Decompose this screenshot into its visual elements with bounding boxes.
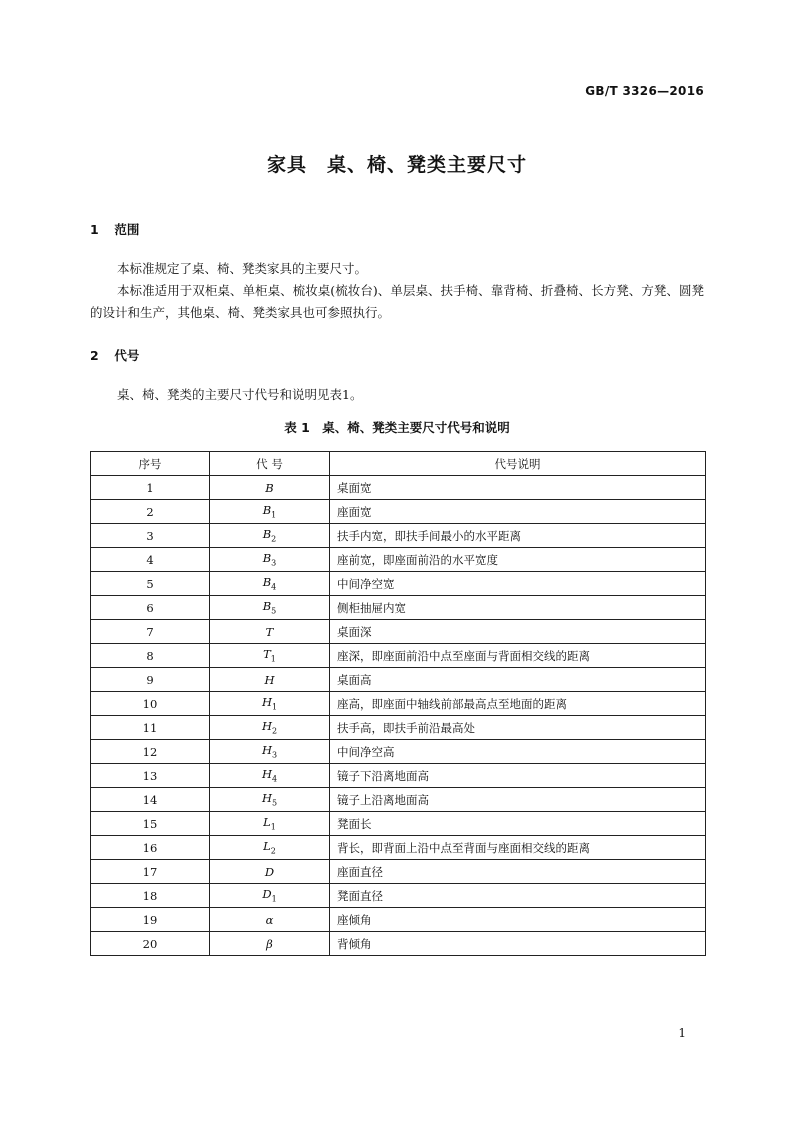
code-symbol: B: [262, 599, 272, 614]
row-description: 镜子上沿离地面高: [330, 788, 706, 812]
row-description: 座前宽，即座面前沿的水平宽度: [330, 548, 706, 572]
row-code: [210, 548, 330, 572]
standard-code: GB/T 3326—2016: [585, 84, 704, 98]
row-seq: 1: [91, 476, 210, 500]
row-seq: 10: [91, 692, 210, 716]
table-row: [91, 620, 706, 644]
row-code: [210, 524, 330, 548]
header-code: 代 号: [210, 452, 330, 476]
table-row: [91, 932, 706, 956]
row-code: [210, 788, 330, 812]
row-description: 中间净空宽: [330, 572, 706, 596]
row-code: [210, 716, 330, 740]
row-code: [210, 740, 330, 764]
table-row: [91, 548, 706, 572]
code-subscript: 2: [271, 534, 277, 544]
code-subscript: 1: [270, 822, 276, 832]
table-row: [91, 500, 706, 524]
row-description: 中间净空高: [330, 740, 706, 764]
row-code: [210, 476, 330, 500]
row-description: 扶手高，即扶手前沿最高处: [330, 716, 706, 740]
row-code: [210, 932, 330, 956]
row-description: 座倾角: [330, 908, 706, 932]
code-symbol: L: [263, 839, 271, 854]
table-row: [91, 644, 706, 668]
table-header-row: [91, 452, 706, 476]
row-description: 背长，即背面上沿中点至背面与座面相交线的距离: [330, 836, 706, 860]
code-symbol: B: [262, 551, 272, 566]
code-symbol: H: [261, 743, 272, 758]
row-description: 桌面宽: [330, 476, 706, 500]
table-row: [91, 740, 706, 764]
row-seq: 15: [91, 812, 210, 836]
row-description: 背倾角: [330, 932, 706, 956]
header-seq: 序号: [91, 452, 210, 476]
row-seq: 3: [91, 524, 210, 548]
row-description: 侧柜抽屉内宽: [330, 596, 706, 620]
code-subscript: 2: [271, 726, 278, 736]
row-code: [210, 764, 330, 788]
row-seq: 7: [91, 620, 210, 644]
row-code: [210, 812, 330, 836]
table-row: [91, 836, 706, 860]
code-subscript: 1: [270, 654, 276, 664]
code-symbol: D: [262, 887, 272, 902]
code-subscript: 3: [271, 750, 278, 760]
code-symbol: B: [262, 575, 272, 590]
row-code: [210, 572, 330, 596]
row-description: 座深，即座面前沿中点至座面与背面相交线的距离: [330, 644, 706, 668]
table-row: [91, 476, 706, 500]
row-code: [210, 596, 330, 620]
code-subscript: 2: [270, 846, 276, 856]
section-2-number: 2: [90, 348, 99, 363]
code-symbol: B: [262, 527, 272, 542]
code-symbol: α: [265, 912, 274, 927]
page-number: 1: [678, 1026, 686, 1040]
code-subscript: 1: [271, 894, 277, 904]
table-row: [91, 596, 706, 620]
row-code: [210, 500, 330, 524]
table-row: [91, 788, 706, 812]
table-row: [91, 524, 706, 548]
table-row: [91, 668, 706, 692]
row-seq: 16: [91, 836, 210, 860]
row-seq: 19: [91, 908, 210, 932]
row-code: [210, 908, 330, 932]
row-seq: 12: [91, 740, 210, 764]
document-title: 家具 桌、椅、凳类主要尺寸: [266, 154, 527, 176]
table-row: [91, 908, 706, 932]
table-body: [91, 476, 706, 956]
row-seq: 20: [91, 932, 210, 956]
table-row: [91, 572, 706, 596]
section-1-paragraph-1: 本标准规定了桌、椅、凳类家具的主要尺寸。: [117, 261, 368, 276]
code-subscript: 4: [271, 774, 278, 784]
row-code: [210, 860, 330, 884]
code-symbol: T: [263, 647, 271, 662]
section-1-number: 1: [90, 222, 99, 237]
row-description: 桌面高: [330, 668, 706, 692]
row-description: 凳面长: [330, 812, 706, 836]
row-code: [210, 620, 330, 644]
row-description: 座高，即座面中轴线前部最高点至地面的距离: [330, 692, 706, 716]
row-seq: 6: [91, 596, 210, 620]
row-description: 镜子下沿离地面高: [330, 764, 706, 788]
code-symbol: β: [266, 936, 273, 951]
table-caption: 表 1 桌、椅、凳类主要尺寸代号和说明: [284, 420, 510, 435]
row-code: [210, 884, 330, 908]
code-symbol: T: [265, 624, 274, 639]
table-row: [91, 764, 706, 788]
row-code: [210, 836, 330, 860]
code-subscript: 5: [271, 798, 278, 808]
row-seq: 11: [91, 716, 210, 740]
section-2-heading: [90, 346, 139, 364]
row-code: [210, 692, 330, 716]
row-code: [210, 644, 330, 668]
section-1-heading: [90, 220, 139, 238]
table-row: [91, 860, 706, 884]
table-row: [91, 692, 706, 716]
row-seq: 8: [91, 644, 210, 668]
row-seq: 18: [91, 884, 210, 908]
code-subscript: 4: [271, 582, 277, 592]
code-symbol: H: [261, 695, 272, 710]
section-2-title: 代号: [114, 348, 140, 363]
code-subscript: 1: [271, 510, 277, 520]
code-symbol: H: [261, 719, 272, 734]
header-description: 代号说明: [330, 452, 706, 476]
row-description: 座面直径: [330, 860, 706, 884]
row-seq: 14: [91, 788, 210, 812]
row-seq: 5: [91, 572, 210, 596]
section-2-paragraph-1: 桌、椅、凳类的主要尺寸代号和说明见表1。: [117, 387, 363, 402]
row-description: 凳面直径: [330, 884, 706, 908]
code-subscript: 3: [271, 558, 277, 568]
code-symbol: B: [262, 503, 272, 518]
code-subscript: 1: [271, 702, 278, 712]
row-seq: 13: [91, 764, 210, 788]
section-1-paragraph-2: 本标准适用于双柜桌、单柜桌、梳妆桌(梳妆台)、单层桌、扶手椅、靠背椅、折叠椅、长方凳、方凳、圆凳的设计和生产，其他桌、椅、凳类家具也可参照执行。: [90, 283, 704, 320]
row-seq: 17: [91, 860, 210, 884]
code-symbol: B: [265, 480, 274, 495]
code-symbol: L: [263, 815, 271, 830]
section-1-title: 范围: [114, 222, 140, 237]
table-row: [91, 716, 706, 740]
row-description: 座面宽: [330, 500, 706, 524]
code-symbol: H: [261, 791, 272, 806]
row-description: 桌面深: [330, 620, 706, 644]
code-symbol: H: [261, 767, 272, 782]
table-row: [91, 812, 706, 836]
code-symbol: D: [264, 864, 275, 879]
row-seq: 4: [91, 548, 210, 572]
dimension-code-table: [90, 451, 706, 956]
row-seq: 9: [91, 668, 210, 692]
row-seq: 2: [91, 500, 210, 524]
row-code: [210, 668, 330, 692]
code-symbol: H: [264, 672, 275, 687]
code-subscript: 5: [271, 606, 277, 616]
row-description: 扶手内宽，即扶手间最小的水平距离: [330, 524, 706, 548]
table-row: [91, 884, 706, 908]
